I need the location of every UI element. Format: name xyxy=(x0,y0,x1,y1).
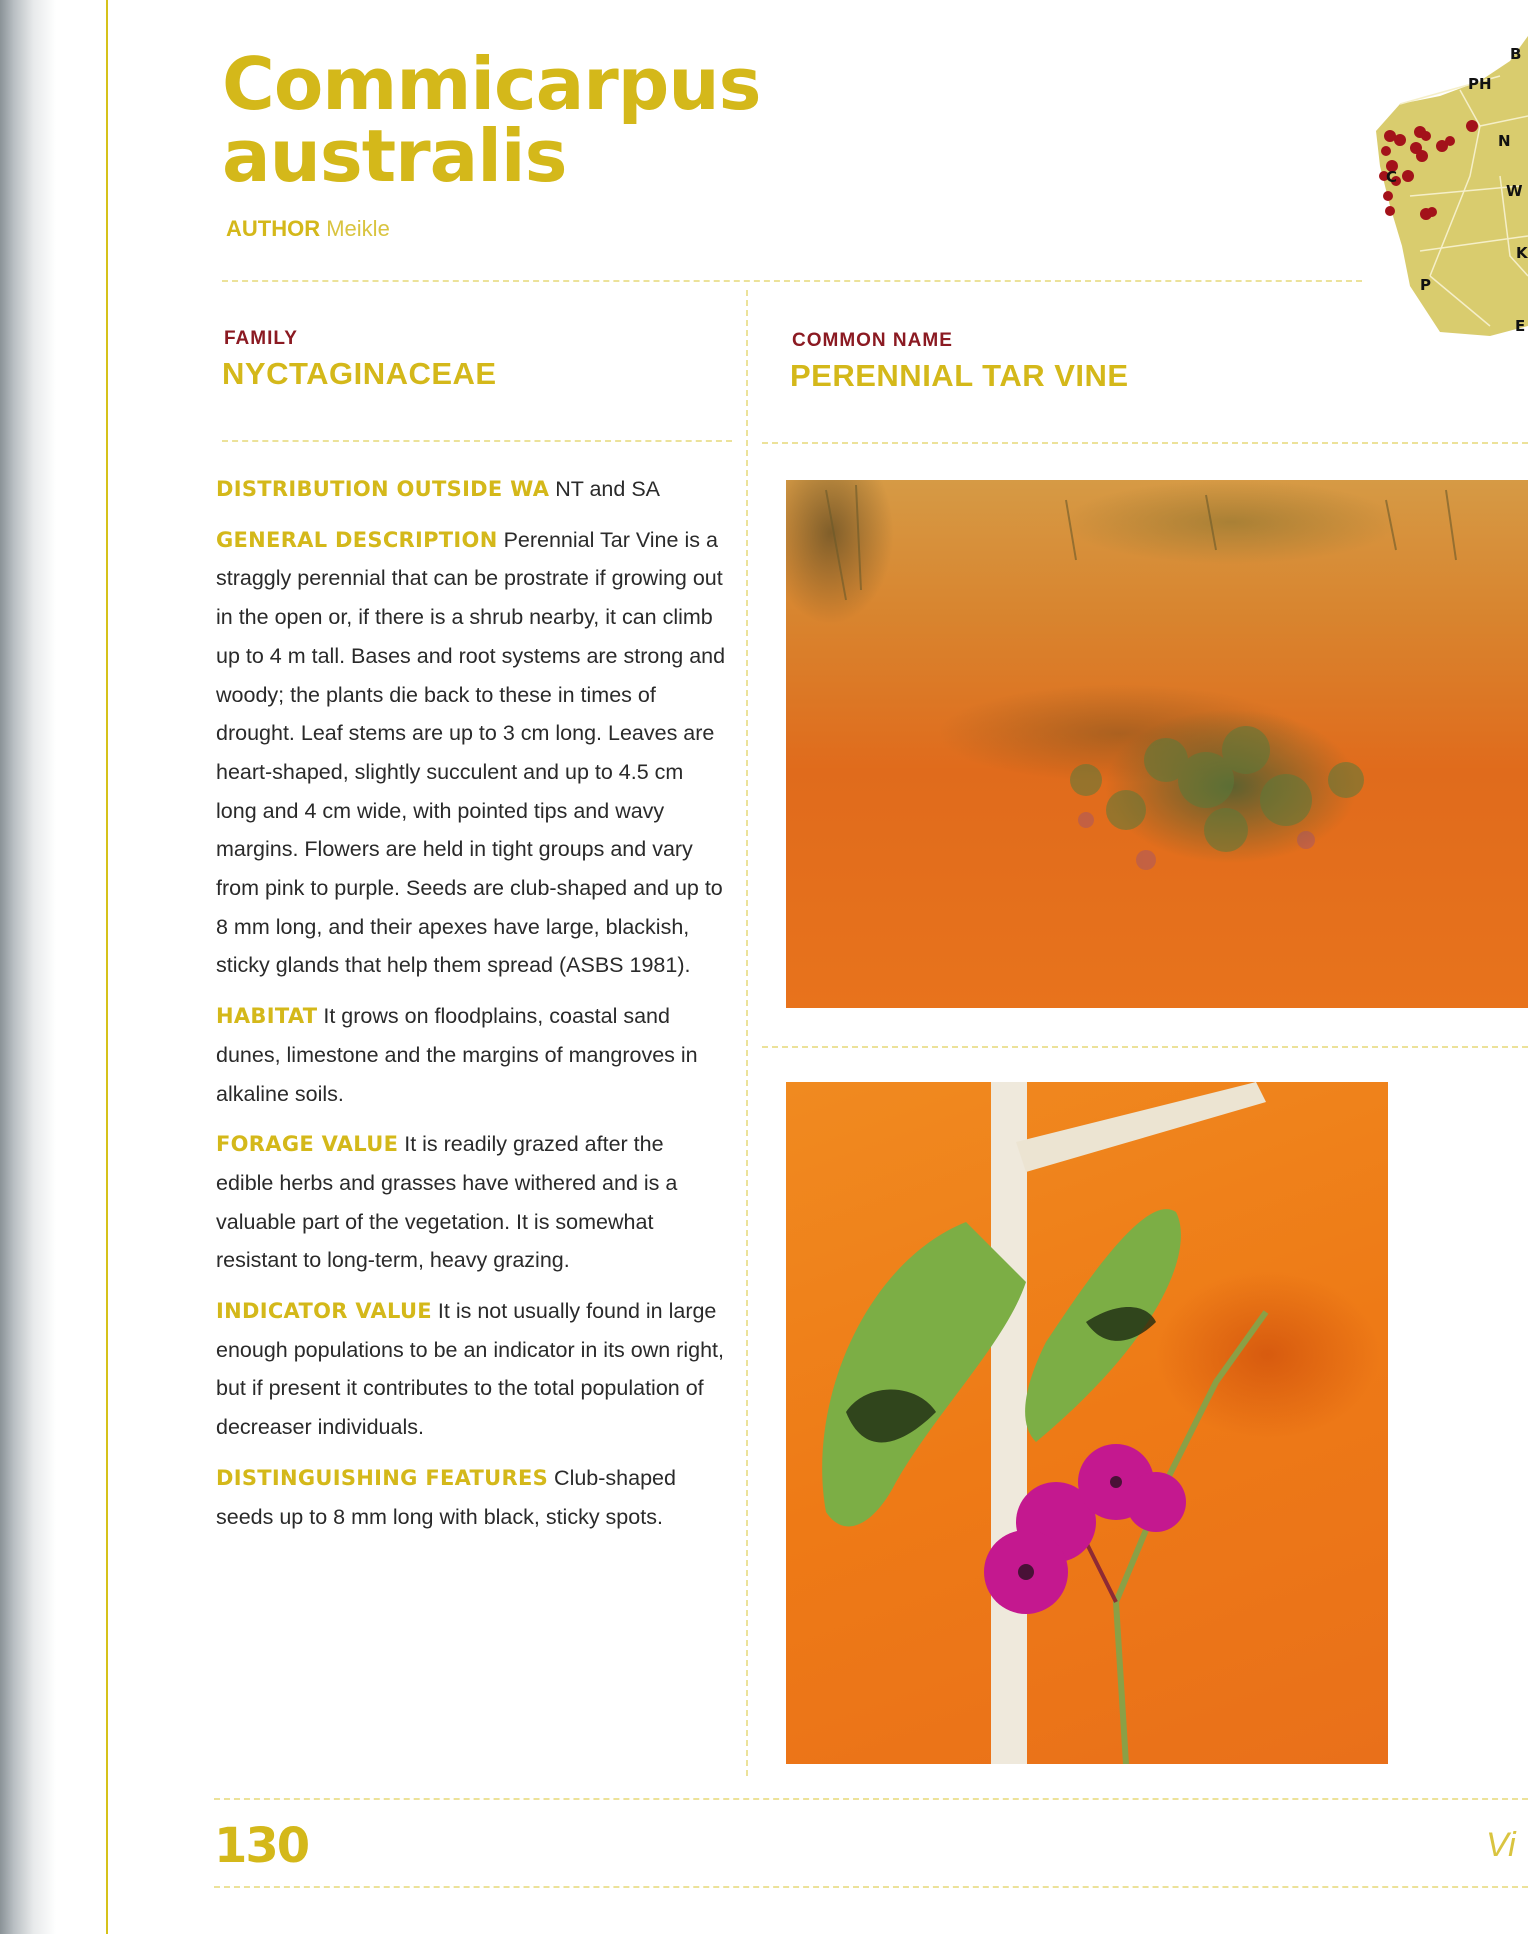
margin-rule xyxy=(106,0,108,1934)
map-label-w: W xyxy=(1506,182,1523,200)
divider-vertical xyxy=(746,290,748,1776)
author-line xyxy=(226,216,390,242)
section-text: It is readily grazed after the edible herbs and grasses have withered and is a valuable part of the vegetation. It is somewhat resistant to long-term, heavy grazing. xyxy=(216,1132,678,1273)
habitat-photo xyxy=(786,480,1528,1008)
author-value: Meikle xyxy=(326,216,390,241)
distribution-map xyxy=(1360,36,1528,356)
section-text: NT and SA xyxy=(555,477,661,501)
map-label-c: C xyxy=(1386,168,1398,186)
section-distribution xyxy=(216,470,726,509)
scientific-name-species: australis xyxy=(222,114,567,198)
map-label-b: B xyxy=(1510,45,1522,63)
white-branch xyxy=(1016,1082,1266,1172)
divider-under-common-name xyxy=(762,442,1528,444)
flower-photo xyxy=(786,1082,1388,1764)
section-habitat xyxy=(216,997,726,1113)
family-label: FAMILY xyxy=(224,328,298,349)
section-text: Club-shaped seeds up to 8 mm long with black, sticky spots. xyxy=(216,1465,676,1529)
section-general-description xyxy=(216,521,726,985)
white-stem xyxy=(991,1082,1027,1764)
section-heading: GENERAL DESCRIPTION xyxy=(216,527,498,552)
section-text: It is not usually found in large enough populations to be an indicator in its own right, but if present it contributes to the total population of decreaser individuals. xyxy=(216,1299,724,1440)
common-name-value: PERENNIAL TAR VINE xyxy=(790,358,1129,393)
family-value: NYCTAGINACEAE xyxy=(222,356,497,391)
description-column xyxy=(216,470,726,1548)
section-heading: INDICATOR VALUE xyxy=(216,1299,432,1324)
book-gutter xyxy=(0,0,56,1934)
map-svg xyxy=(1360,36,1528,356)
section-text: It grows on floodplains, coastal sand dunes, limestone and the margins of mangroves in alkaline soils. xyxy=(216,1004,698,1106)
page-number: 130 xyxy=(214,1818,309,1874)
section-distinguishing-features xyxy=(216,1459,726,1536)
flower-photo-illustration xyxy=(786,1082,1388,1764)
scientific-name xyxy=(222,42,761,198)
divider-between-photos xyxy=(762,1046,1528,1048)
section-forage-value xyxy=(216,1125,726,1280)
divider-footer-bottom xyxy=(214,1886,1528,1888)
section-heading: HABITAT xyxy=(216,1004,318,1029)
scientific-name-genus: Commicarpus xyxy=(222,42,761,126)
common-name-label: COMMON NAME xyxy=(792,330,953,351)
map-label-n: N xyxy=(1498,132,1511,150)
map-label-e: E xyxy=(1515,317,1526,335)
running-head: Vi xyxy=(1486,1826,1516,1864)
habitat-photo-texture xyxy=(786,480,1528,1008)
divider-under-family xyxy=(222,440,732,442)
map-label-k: K xyxy=(1516,244,1528,262)
divider-top xyxy=(222,280,1362,282)
section-heading: DISTINGUISHING FEATURES xyxy=(216,1465,549,1490)
section-heading: FORAGE VALUE xyxy=(216,1132,399,1157)
section-text: Perennial Tar Vine is a straggly perennial that can be prostrate if growing out in the open or, if there is a shrub nearby, it can climb up to 4 m tall. Bases and root systems are strong and woody; the plants die back to these in times of drought. Leaf stems are up to 3 cm long. Leaves are heart-shaped, slightly succulent and up to 4.5 cm long and 4 cm wide, with pointed tips and wavy margins. Flowers are held in tight groups and vary from pink to purple. Seeds are club-shaped and up to 8 mm long, and their apexes have large, blackish, sticky glands that help them spread (ASBS 1981). xyxy=(216,527,726,978)
divider-footer-top xyxy=(214,1798,1528,1800)
section-indicator-value xyxy=(216,1292,726,1447)
author-label: AUTHOR xyxy=(226,216,321,241)
green-stem xyxy=(1116,1312,1266,1764)
map-label-ph: PH xyxy=(1468,75,1492,93)
section-heading: DISTRIBUTION OUTSIDE WA xyxy=(216,477,550,501)
map-label-p: P xyxy=(1420,276,1431,294)
